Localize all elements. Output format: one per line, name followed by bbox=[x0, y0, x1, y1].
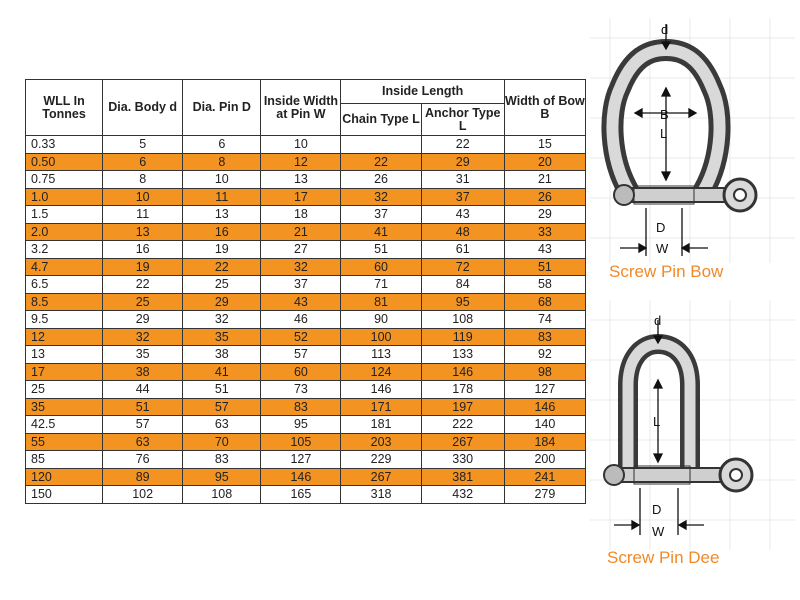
table-cell: 16 bbox=[183, 223, 261, 241]
table-row bbox=[26, 258, 586, 276]
table-cell: 20 bbox=[504, 153, 585, 171]
table-cell: 19 bbox=[183, 241, 261, 259]
table-cell: 18 bbox=[261, 206, 341, 224]
table-row bbox=[26, 363, 586, 381]
table-cell: 29 bbox=[421, 153, 504, 171]
dee-label-W: W bbox=[652, 524, 665, 539]
table-cell: 108 bbox=[421, 311, 504, 329]
table-cell: 31 bbox=[421, 171, 504, 189]
table-cell: 330 bbox=[421, 451, 504, 469]
bow-label-d: d bbox=[661, 22, 669, 37]
table-cell: 37 bbox=[341, 206, 421, 224]
table-body bbox=[26, 136, 586, 504]
table-row bbox=[26, 241, 586, 259]
table-cell: 42.5 bbox=[26, 416, 103, 434]
table-cell: 35 bbox=[103, 346, 183, 364]
table-cell: 70 bbox=[183, 433, 261, 451]
dee-label-L: L bbox=[653, 414, 661, 429]
table-cell: 17 bbox=[261, 188, 341, 206]
table-cell: 57 bbox=[103, 416, 183, 434]
table-cell: 8 bbox=[183, 153, 261, 171]
table-row bbox=[26, 311, 586, 329]
table-cell: 381 bbox=[421, 468, 504, 486]
table-row bbox=[26, 223, 586, 241]
bow-label-B: B bbox=[660, 107, 669, 122]
header-width-of-bow: Width of Bow B bbox=[504, 80, 585, 136]
table-cell: 29 bbox=[183, 293, 261, 311]
table-cell: 37 bbox=[421, 188, 504, 206]
table-cell: 222 bbox=[421, 416, 504, 434]
table-cell: 76 bbox=[103, 451, 183, 469]
table-cell: 35 bbox=[183, 328, 261, 346]
table-cell: 90 bbox=[341, 311, 421, 329]
table-cell: 11 bbox=[103, 206, 183, 224]
table-cell: 146 bbox=[421, 363, 504, 381]
table-cell: 22 bbox=[421, 136, 504, 154]
table-cell: 83 bbox=[261, 398, 341, 416]
table-cell: 73 bbox=[261, 381, 341, 399]
table-cell: 35 bbox=[26, 398, 103, 416]
table-cell: 0.33 bbox=[26, 136, 103, 154]
table-cell: 33 bbox=[504, 223, 585, 241]
table-cell: 32 bbox=[183, 311, 261, 329]
table-cell: 58 bbox=[504, 276, 585, 294]
table-cell: 52 bbox=[261, 328, 341, 346]
table-cell: 13 bbox=[26, 346, 103, 364]
table-row bbox=[26, 381, 586, 399]
table-cell: 13 bbox=[103, 223, 183, 241]
table-cell: 124 bbox=[341, 363, 421, 381]
table-cell: 38 bbox=[183, 346, 261, 364]
table-cell: 29 bbox=[103, 311, 183, 329]
table-cell bbox=[341, 136, 421, 154]
table-cell: 98 bbox=[504, 363, 585, 381]
table-cell: 432 bbox=[421, 486, 504, 504]
table-row bbox=[26, 328, 586, 346]
header-chain-type: Chain Type L bbox=[341, 104, 421, 136]
table-cell: 95 bbox=[421, 293, 504, 311]
table-cell: 102 bbox=[103, 486, 183, 504]
table-cell: 32 bbox=[341, 188, 421, 206]
table-cell: 92 bbox=[504, 346, 585, 364]
table-cell: 229 bbox=[341, 451, 421, 469]
table-cell: 21 bbox=[504, 171, 585, 189]
table-cell: 32 bbox=[261, 258, 341, 276]
table-cell: 32 bbox=[103, 328, 183, 346]
table-cell: 55 bbox=[26, 433, 103, 451]
table-cell: 6 bbox=[183, 136, 261, 154]
table-cell: 127 bbox=[504, 381, 585, 399]
table-cell: 10 bbox=[261, 136, 341, 154]
table-cell: 12 bbox=[26, 328, 103, 346]
table-cell: 6.5 bbox=[26, 276, 103, 294]
table-row bbox=[26, 171, 586, 189]
table-cell: 8.5 bbox=[26, 293, 103, 311]
table-cell: 57 bbox=[261, 346, 341, 364]
table-cell: 26 bbox=[341, 171, 421, 189]
table-row bbox=[26, 153, 586, 171]
table-cell: 29 bbox=[504, 206, 585, 224]
table-cell: 318 bbox=[341, 486, 421, 504]
table-cell: 22 bbox=[183, 258, 261, 276]
table-cell: 105 bbox=[261, 433, 341, 451]
table-cell: 37 bbox=[261, 276, 341, 294]
table-cell: 25 bbox=[26, 381, 103, 399]
table-row bbox=[26, 486, 586, 504]
table-cell: 150 bbox=[26, 486, 103, 504]
table-cell: 9.5 bbox=[26, 311, 103, 329]
table-cell: 61 bbox=[421, 241, 504, 259]
table-cell: 26 bbox=[504, 188, 585, 206]
header-inside-width: Inside Width at Pin W bbox=[261, 80, 341, 136]
table-cell: 140 bbox=[504, 416, 585, 434]
table-cell: 279 bbox=[504, 486, 585, 504]
table-cell: 6 bbox=[103, 153, 183, 171]
shackle-spec-table bbox=[25, 79, 586, 504]
table-cell: 13 bbox=[261, 171, 341, 189]
table-cell: 4.7 bbox=[26, 258, 103, 276]
table-cell: 17 bbox=[26, 363, 103, 381]
table-cell: 95 bbox=[183, 468, 261, 486]
header-wll: WLL In Tonnes bbox=[26, 80, 103, 136]
table-cell: 113 bbox=[341, 346, 421, 364]
table-cell: 84 bbox=[421, 276, 504, 294]
table-cell: 85 bbox=[26, 451, 103, 469]
table-cell: 1.0 bbox=[26, 188, 103, 206]
table-cell: 171 bbox=[341, 398, 421, 416]
table-row bbox=[26, 416, 586, 434]
table-cell: 83 bbox=[504, 328, 585, 346]
bow-label-D: D bbox=[656, 220, 666, 235]
table-cell: 95 bbox=[261, 416, 341, 434]
table-cell: 2.0 bbox=[26, 223, 103, 241]
table-cell: 22 bbox=[341, 153, 421, 171]
table-row bbox=[26, 136, 586, 154]
table-cell: 48 bbox=[421, 223, 504, 241]
table-cell: 197 bbox=[421, 398, 504, 416]
table-cell: 8 bbox=[103, 171, 183, 189]
table-cell: 89 bbox=[103, 468, 183, 486]
table-cell: 5 bbox=[103, 136, 183, 154]
table-row bbox=[26, 346, 586, 364]
table-cell: 46 bbox=[261, 311, 341, 329]
table-cell: 120 bbox=[26, 468, 103, 486]
table-cell: 146 bbox=[341, 381, 421, 399]
table-cell: 51 bbox=[183, 381, 261, 399]
table-row bbox=[26, 188, 586, 206]
table-row bbox=[26, 206, 586, 224]
table-cell: 200 bbox=[504, 451, 585, 469]
header-dia-pin: Dia. Pin D bbox=[183, 80, 261, 136]
table-row bbox=[26, 398, 586, 416]
table-cell: 10 bbox=[183, 171, 261, 189]
table-cell: 57 bbox=[183, 398, 261, 416]
table-cell: 146 bbox=[261, 468, 341, 486]
table-cell: 43 bbox=[261, 293, 341, 311]
table-cell: 127 bbox=[261, 451, 341, 469]
table-cell: 25 bbox=[183, 276, 261, 294]
bow-shackle-icon bbox=[612, 50, 756, 211]
table-cell: 3.2 bbox=[26, 241, 103, 259]
table-cell: 22 bbox=[103, 276, 183, 294]
table-cell: 1.5 bbox=[26, 206, 103, 224]
table-cell: 0.75 bbox=[26, 171, 103, 189]
table-cell: 44 bbox=[103, 381, 183, 399]
table-row bbox=[26, 276, 586, 294]
table-cell: 25 bbox=[103, 293, 183, 311]
header-anchor-type: Anchor Type L bbox=[421, 104, 504, 136]
table-cell: 15 bbox=[504, 136, 585, 154]
table-cell: 27 bbox=[261, 241, 341, 259]
table-cell: 203 bbox=[341, 433, 421, 451]
table-cell: 83 bbox=[183, 451, 261, 469]
table-cell: 51 bbox=[103, 398, 183, 416]
table-cell: 100 bbox=[341, 328, 421, 346]
screw-pin-bow-diagram bbox=[590, 18, 795, 263]
table-cell: 241 bbox=[504, 468, 585, 486]
table-cell: 43 bbox=[421, 206, 504, 224]
table-cell: 19 bbox=[103, 258, 183, 276]
table-cell: 267 bbox=[341, 468, 421, 486]
table-cell: 71 bbox=[341, 276, 421, 294]
table-cell: 51 bbox=[504, 258, 585, 276]
table-cell: 74 bbox=[504, 311, 585, 329]
table-cell: 178 bbox=[421, 381, 504, 399]
table-cell: 63 bbox=[103, 433, 183, 451]
table-cell: 38 bbox=[103, 363, 183, 381]
table-cell: 184 bbox=[504, 433, 585, 451]
dee-label-d: d bbox=[654, 313, 662, 328]
table-cell: 10 bbox=[103, 188, 183, 206]
table-cell: 11 bbox=[183, 188, 261, 206]
bow-label-W: W bbox=[656, 241, 669, 256]
table-cell: 43 bbox=[504, 241, 585, 259]
dee-label-D: D bbox=[652, 502, 662, 517]
dee-caption: Screw Pin Dee bbox=[607, 548, 720, 567]
table-cell: 81 bbox=[341, 293, 421, 311]
table-row bbox=[26, 451, 586, 469]
table-cell: 0.50 bbox=[26, 153, 103, 171]
table-cell: 108 bbox=[183, 486, 261, 504]
table-cell: 16 bbox=[103, 241, 183, 259]
table-cell: 41 bbox=[183, 363, 261, 381]
table-cell: 181 bbox=[341, 416, 421, 434]
table-row bbox=[26, 433, 586, 451]
table-cell: 133 bbox=[421, 346, 504, 364]
table-cell: 13 bbox=[183, 206, 261, 224]
table-cell: 165 bbox=[261, 486, 341, 504]
bow-label-L: L bbox=[660, 126, 668, 141]
bow-caption: Screw Pin Bow bbox=[609, 262, 724, 281]
table-cell: 51 bbox=[341, 241, 421, 259]
table-cell: 146 bbox=[504, 398, 585, 416]
table-cell: 41 bbox=[341, 223, 421, 241]
header-dia-body: Dia. Body d bbox=[103, 80, 183, 136]
table-row bbox=[26, 293, 586, 311]
table-row bbox=[26, 468, 586, 486]
table-cell: 60 bbox=[261, 363, 341, 381]
header-inside-length: Inside Length bbox=[341, 80, 504, 104]
table-cell: 267 bbox=[421, 433, 504, 451]
table-cell: 21 bbox=[261, 223, 341, 241]
table-cell: 63 bbox=[183, 416, 261, 434]
table-cell: 68 bbox=[504, 293, 585, 311]
table-cell: 12 bbox=[261, 153, 341, 171]
screw-pin-dee-diagram bbox=[590, 300, 795, 550]
table-cell: 60 bbox=[341, 258, 421, 276]
table-cell: 119 bbox=[421, 328, 504, 346]
table-cell: 72 bbox=[421, 258, 504, 276]
